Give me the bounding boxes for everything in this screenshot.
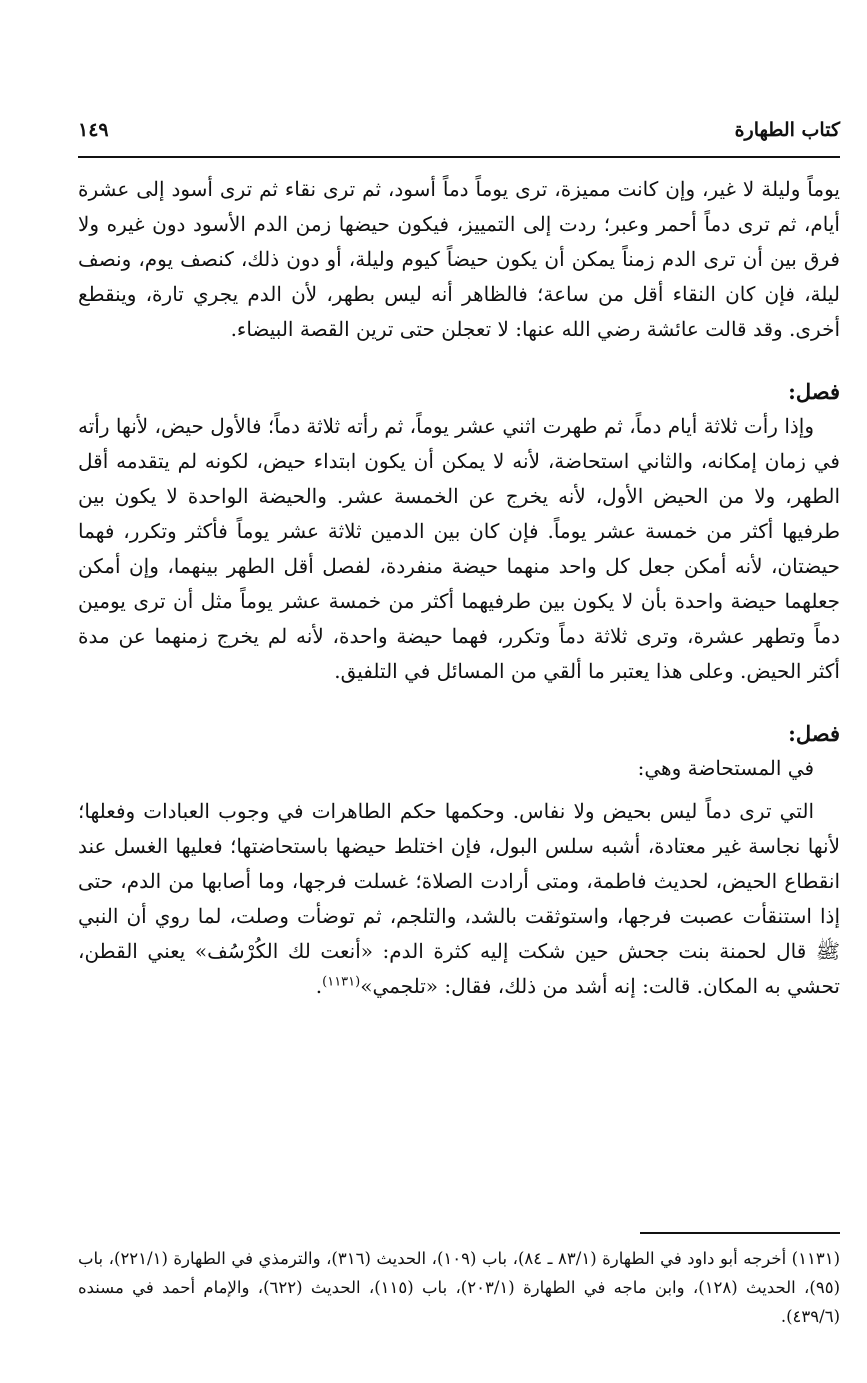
header-rule: [78, 156, 840, 158]
paragraph-section-1: وإذا رأت ثلاثة أيام دماً، ثم طهرت اثني عشر يوماً، ثم رأته ثلاثة دماً؛ فالأول حيض، لأنها رأته في زمان إمكانه، والثاني استحاضة، لأنه لا يمكن أن يكون ابتداء حيض، لكونه لم يتقدمه أقل الطهر، ولا من الحيض الأول، لأنه يخرج عن الخمسة عشر. والحيضة الواحدة لا يكون بين طرفيها أكثر من خمسة عشر يوماً. فإن كان بين الدمين ثلاثة عشر يوماً فأكثر وتكرر، فهما حيضتان، لأنه أمكن جعل كل واحد منهما حيضة منفردة، لفصل أقل الطهر بينهما، وإن أمكن جعلهما حيضة واحدة بأن لا يكون بين طرفيهما أكثر من خمسة عشر يوماً مثل أن ترى يومين دماً وتطهر عشرة، وترى ثلاثة دماً وتكرر، فهما حيضة واحدة، لأنه لم يخرج زمنهما عن مدة أكثر الحيض. وعلى هذا يعتبر ما ألقي من المسائل في التلفيق.: [78, 414, 840, 683]
page-number: ١٤٩: [78, 119, 109, 141]
footnote-rule: [640, 1232, 840, 1234]
footnote: [78, 1244, 840, 1331]
main-text: [78, 172, 840, 1212]
running-header: [78, 112, 840, 148]
paragraph-continuation: يوماً وليلة لا غير، وإن كانت مميزة، ترى يوماً دماً أسود، ثم ترى نقاء ثم ترى أسود إلى عشرة أيام، ثم ترى دماً أحمر وعبر؛ ردت إلى التمييز، فيكون حيضها زمن الدم الأسود دون غيره ولا فرق بين أن ترى الدم زمناً يمكن أن يكون حيضاً كيوم وليلة، أو دون ذلك، كنصف يوم، ونصف ليلة، فإن كان النقاء أقل من ساعة؛ فالظاهر أنه ليس بطهر، لأن الدم يجري تارة، وينقطع أخرى. وقد قالت عائشة رضي الله عنها: لا تعجلن حتى ترين القصة البيضاء.: [78, 177, 840, 341]
book-title: كتاب الطهارة: [734, 119, 840, 141]
paragraph-intro: في المستحاضة وهي:: [637, 756, 814, 780]
paragraph-end-mark: .: [315, 974, 323, 998]
spacer: [78, 786, 840, 794]
paragraph-mustahada: [78, 794, 840, 1004]
footnote-reference: (١١٣١): [322, 974, 361, 990]
section-heading-2: فصل:: [788, 721, 840, 746]
footnote-text: (١١٣١) أخرجه أبو داود في الطهارة (٨٣/١ ـ ٨٤)، باب (١٠٩)، الحديث (٣١٦)، والترمذي في الطهارة (٢٢١/١)، باب (٩٥)، الحديث (١٢٨)، وابن ماجه في الطهارة (٢٠٣/١)، باب (١١٥)، الحديث (٦٢٢)، والإمام أحمد في مسنده (٤٣٩/٦).: [78, 1249, 841, 1326]
section-heading-1: فصل:: [788, 379, 840, 404]
paragraph-text: التي ترى دماً ليس بحيض ولا نفاس. وحكمها حكم الطاهرات في وجوب العبادات وفعلها؛ لأنها نجاسة غير معتادة، أشبه سلس البول، فإن اختلط حيضها باستحاضتها؛ فعليها الغسل عند انقطاع الحيض، لحديث فاطمة، ومتى أرادت الصلاة؛ غسلت فرجها، وما أصابها من الدم، حتى إذا استنقأت عصبت فرجها، واستوثقت بالشد، والتلجم، ثم توضأت وصلت، لما روي أن النبي ﷺ قال لحمنة بنت جحش حين شكت إليه كثرة الدم: «أنعت لك الكُرْسُف» يعني القطن، تحشي به المكان. قالت: إنه أشد من ذلك، فقال: «تلجمي»: [78, 799, 840, 998]
